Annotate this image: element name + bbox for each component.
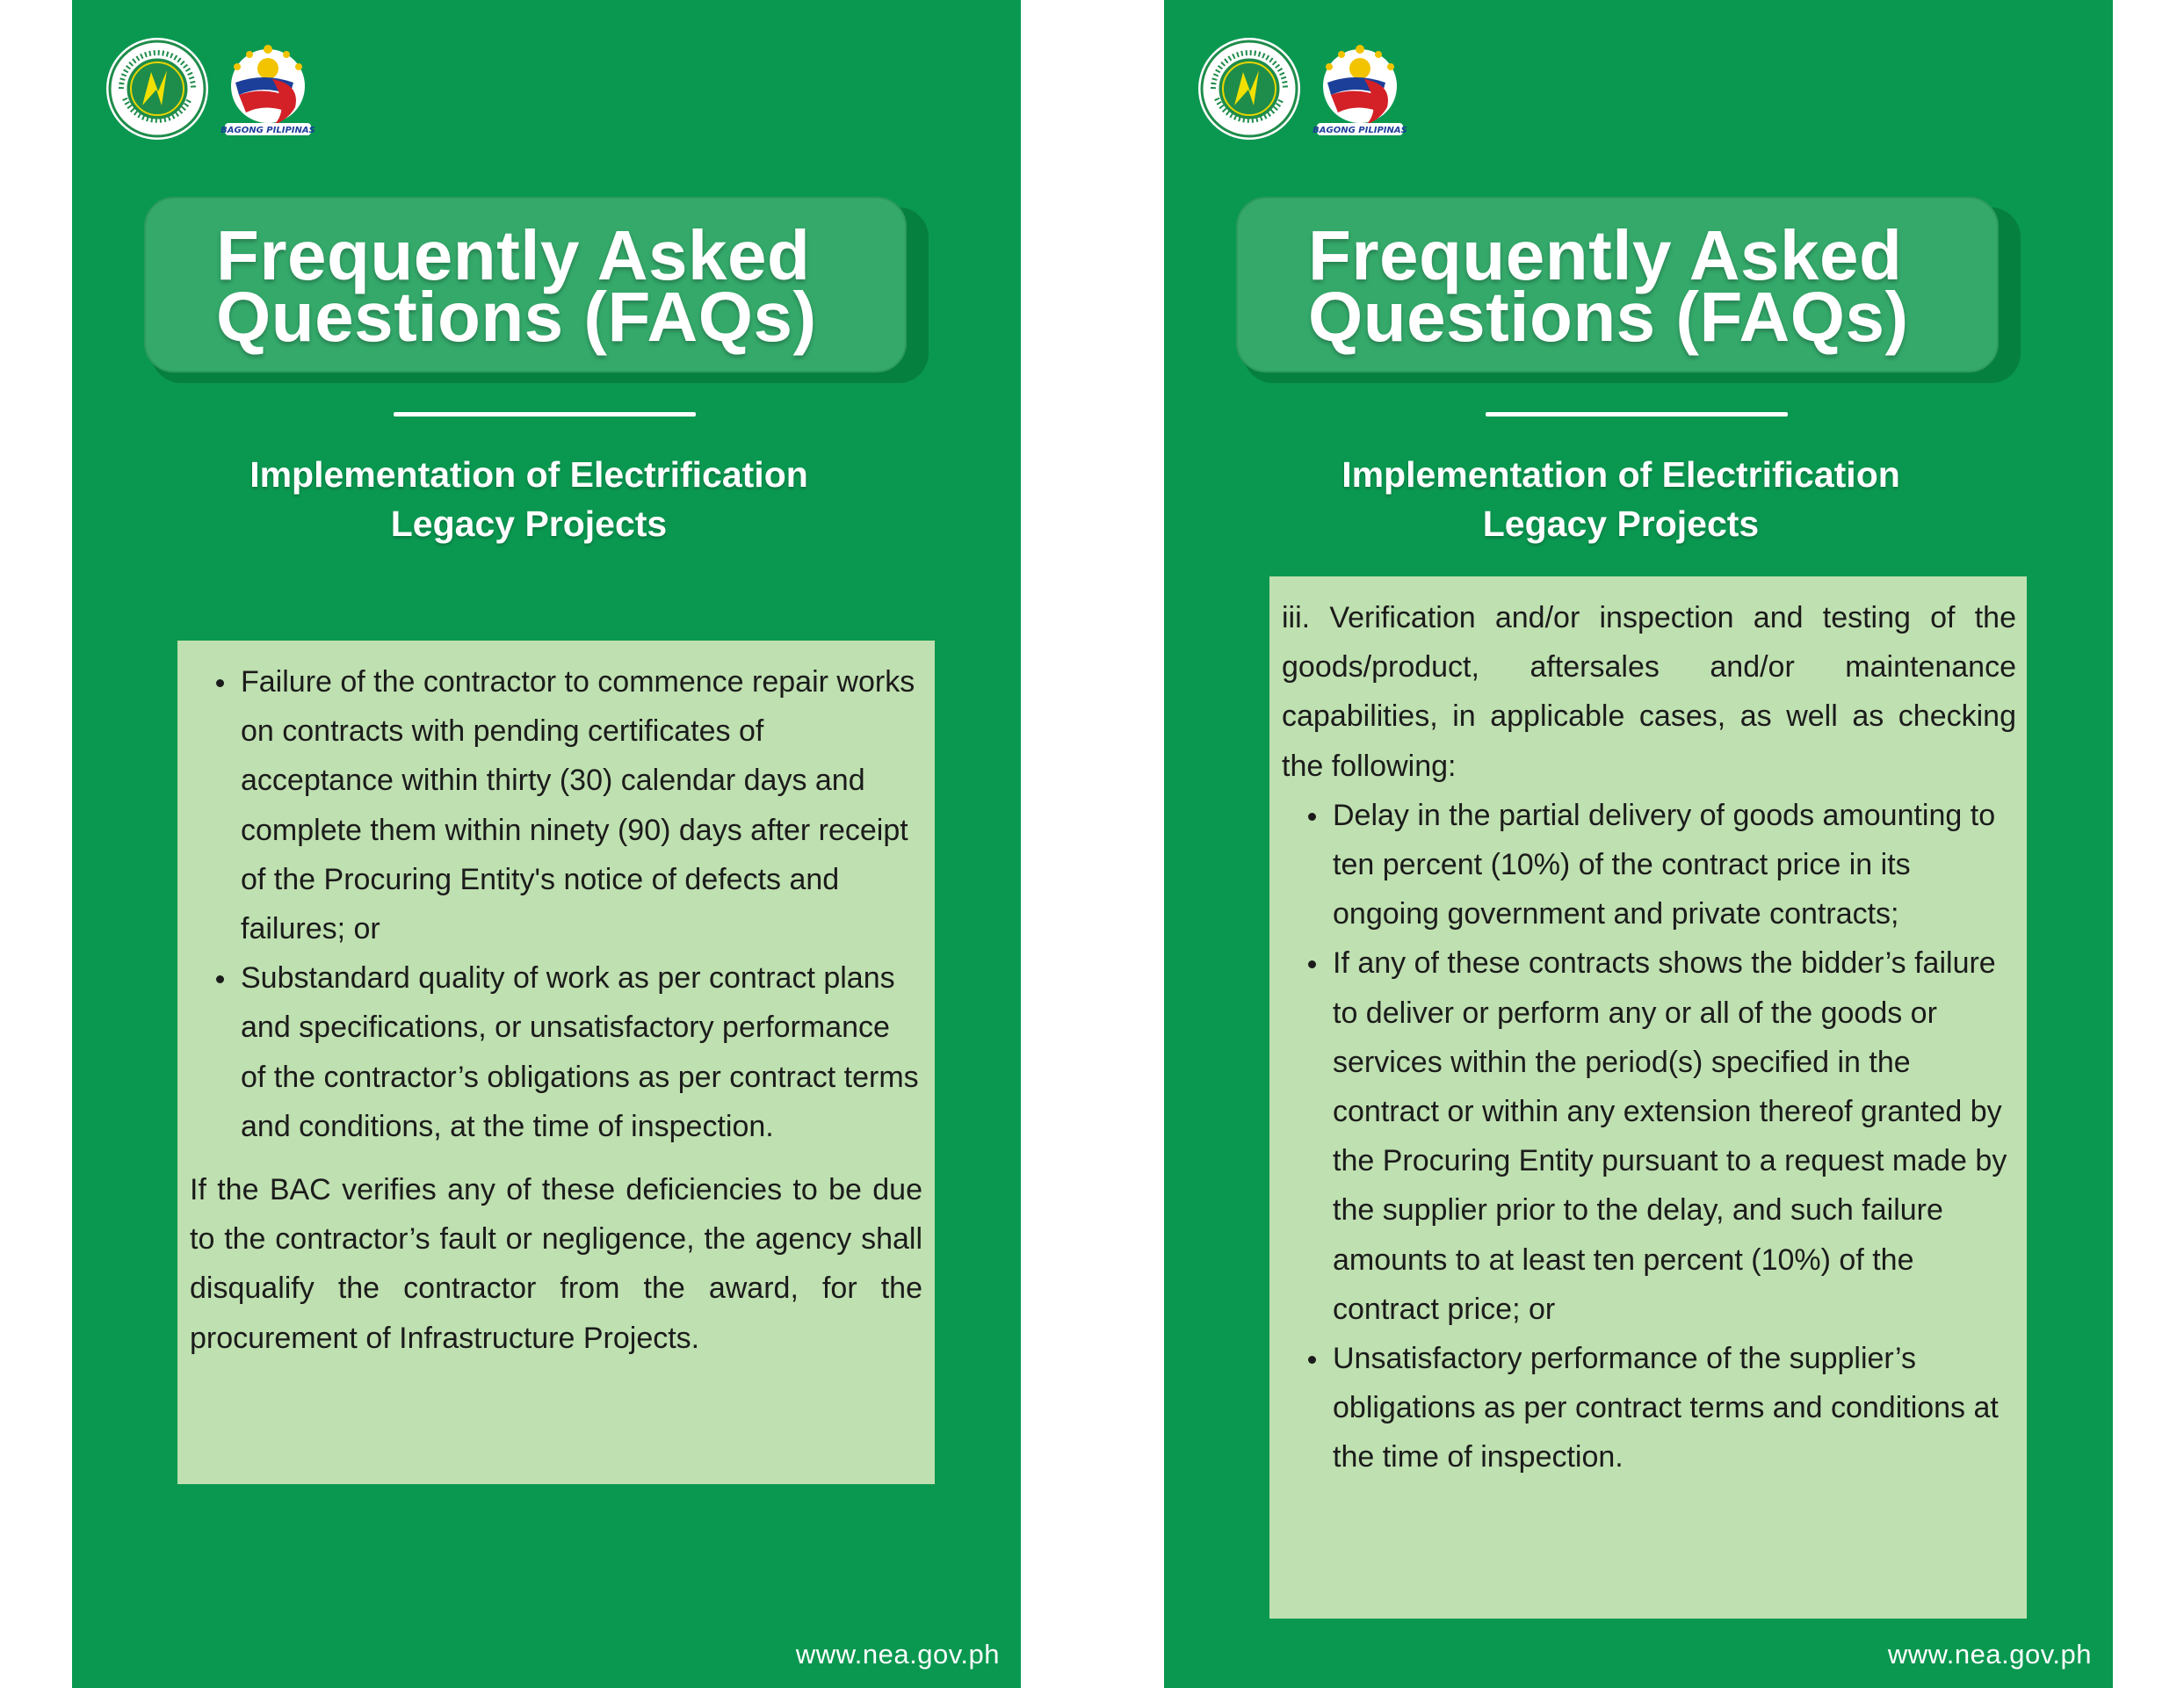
bagong-pilipinas-logo	[220, 40, 316, 139]
bagong-pilipinas-logo	[1312, 40, 1408, 139]
intro-paragraph: iii. Verification and/or inspection and testing of the goods/product, aftersales and/or maintenance capabilities, in applicable cases, as well as checking the following:	[1282, 601, 2016, 783]
closing-paragraph: If the BAC verifies any of these deficiencies to be due to the contractor’s fault or negligence, the agency shall disqualify the contractor from the award, for the procurement of Infrastructure Projects.	[190, 1173, 922, 1355]
faq-panel-left	[72, 0, 1021, 1688]
website-link[interactable]: www.nea.gov.ph	[795, 1639, 1000, 1670]
title-divider	[1486, 412, 1788, 417]
page-subtitle: Implementation of Electrification Legacy Projects	[1341, 454, 1900, 544]
website-link[interactable]: www.nea.gov.ph	[1887, 1639, 2092, 1670]
logo-group	[105, 37, 316, 141]
content-box	[1269, 576, 2027, 1619]
bullet-list	[1282, 791, 2016, 1482]
content-box	[177, 641, 935, 1484]
bullet-item: Delay in the partial delivery of goods amounting to ten percent (10%) of the contract price in its ongoing government and private contracts;	[1282, 791, 2016, 939]
title-box	[144, 197, 907, 373]
nea-seal-logo	[1197, 37, 1301, 141]
faq-panel-right	[1164, 0, 2113, 1688]
bullet-item: Failure of the contractor to commence repair works on contracts with pending certificates of acceptance within thirty (30) calendar days and complete them within ninety (90) days after receipt of the Procuring Entity's notice of defects and failures; or	[190, 657, 922, 953]
bullet-item: Unsatisfactory performance of the supplier’s obligations as per contract terms and conditions at the time of inspection.	[1282, 1334, 2016, 1482]
title-divider	[394, 412, 696, 417]
bagong-pilipinas-logo-text: BAGONG PILIPINAS	[221, 126, 315, 135]
page-title: Frequently Asked Questions (FAQs)	[1308, 216, 1909, 356]
page-subtitle: Implementation of Electrification Legacy Projects	[249, 454, 808, 544]
bullet-list	[190, 657, 922, 1151]
logo-group	[1197, 37, 1408, 141]
title-box	[1236, 197, 1999, 373]
bullet-item: Substandard quality of work as per contract plans and specifications, or unsatisfactory performance of the contractor’s obligations as per contract terms and conditions, at the time of inspection.	[190, 953, 922, 1151]
bagong-pilipinas-logo-text: BAGONG PILIPINAS	[1313, 126, 1407, 135]
page-title: Frequently Asked Questions (FAQs)	[216, 216, 817, 356]
bullet-item: If any of these contracts shows the bidder’s failure to deliver or perform any or all of the goods or services within the period(s) specified in the contract or within any extension thereof granted by the Procuring Entity pursuant to a request made by the supplier prior to the delay, and such failure amounts to at least ten percent (10%) of the contract price; or	[1282, 938, 2016, 1334]
nea-seal-logo	[105, 37, 209, 141]
